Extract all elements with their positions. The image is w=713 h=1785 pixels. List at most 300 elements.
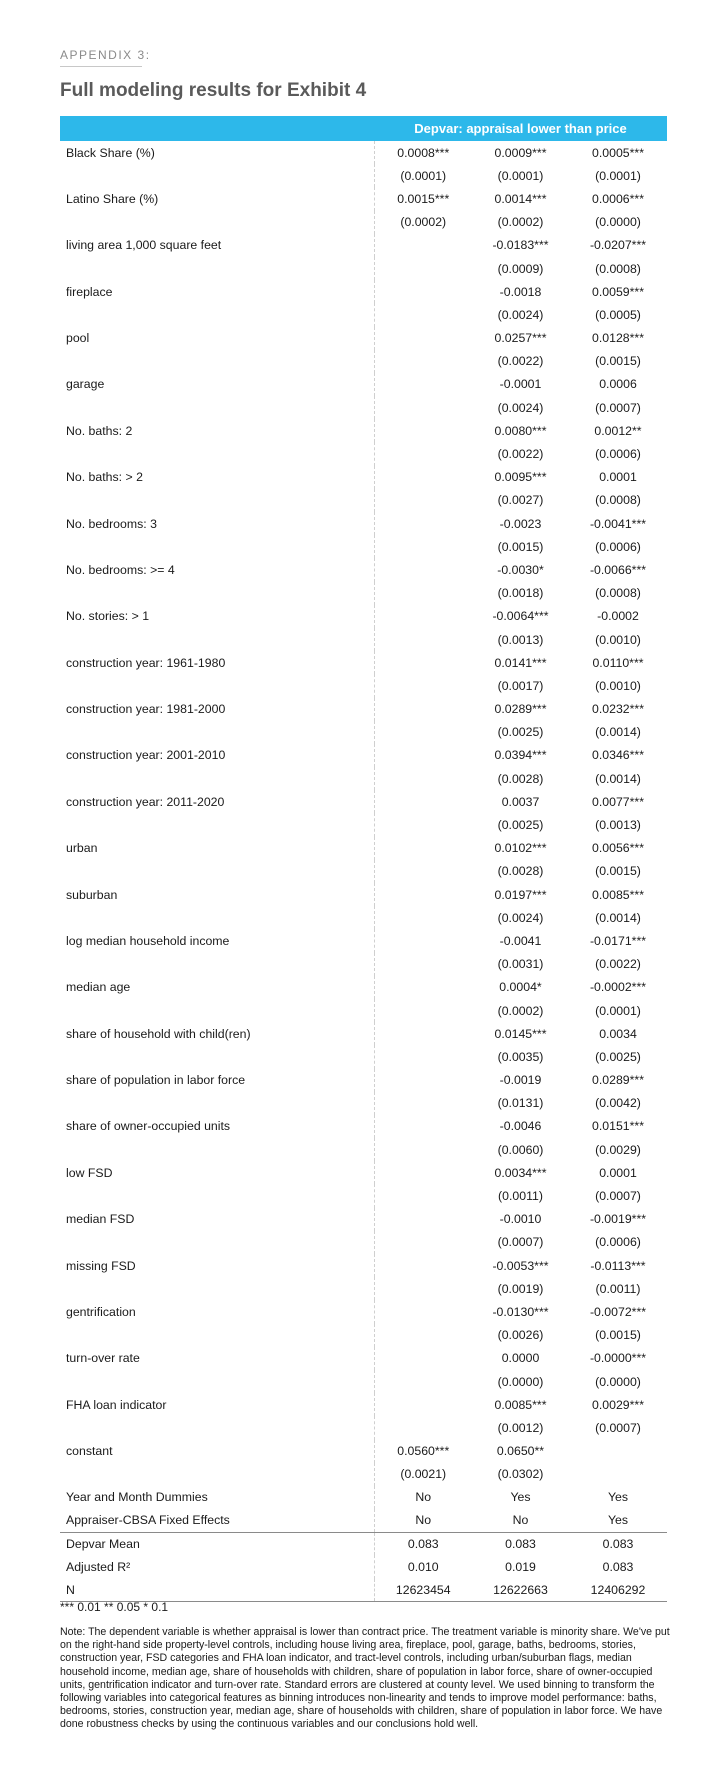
- model-3-cell: 0.0012**: [594, 423, 642, 438]
- row-label: construction year: 1961-1980: [66, 655, 226, 670]
- model-3-cell: (0.0007): [595, 400, 641, 415]
- model-2-cell: 0.0014***: [494, 191, 547, 206]
- model-1-cell: [374, 1416, 472, 1439]
- model-1-cell: [374, 1161, 472, 1184]
- model-2-cell: 0.0080***: [494, 423, 547, 438]
- row-label: Black Share (%): [66, 145, 155, 160]
- model-2-cell: 0.0102***: [494, 841, 547, 856]
- model-1-cell: 12623454: [374, 1579, 472, 1602]
- table-row: [60, 1231, 667, 1254]
- row-label: No. bedrooms: 3: [66, 516, 157, 531]
- row-label: [60, 813, 374, 836]
- model-3-cell: (0.0011): [595, 1281, 641, 1296]
- row-label: suburban: [66, 887, 118, 902]
- model-3-cell: (0.0007): [595, 1189, 641, 1204]
- model-3-cell: (0.0005): [595, 307, 641, 322]
- table-row: [60, 1486, 667, 1509]
- row-label: [60, 999, 374, 1022]
- row-label: [60, 1463, 374, 1486]
- model-3-cell: (0.0042): [595, 1096, 641, 1111]
- model-2-cell: 0.0085***: [494, 1397, 547, 1412]
- model-3-cell: (0.0000): [595, 1374, 641, 1389]
- model-2-cell: (0.0024): [497, 400, 544, 415]
- model-1-cell: [374, 1022, 472, 1045]
- table-row: [60, 1463, 667, 1486]
- model-1-cell: [374, 837, 472, 860]
- model-1-cell: 0.0015***: [374, 187, 472, 210]
- significance-note: *** 0.01 ** 0.05 * 0.1: [60, 1600, 169, 1614]
- model-2-cell: 0.0289***: [494, 702, 547, 717]
- row-label: [60, 1045, 374, 1068]
- model-1-cell: [374, 442, 472, 465]
- row-label: gentrification: [66, 1304, 136, 1319]
- model-3-cell: 0.0110***: [592, 655, 644, 670]
- row-label: [60, 442, 374, 465]
- table-row: [60, 141, 667, 164]
- model-1-cell: (0.0001): [374, 164, 472, 187]
- model-1-cell: [374, 535, 472, 558]
- table-row: [60, 767, 667, 790]
- appendix-label: APPENDIX 3:: [60, 48, 151, 62]
- table-row: [60, 1324, 667, 1347]
- row-label: FHA loan indicator: [66, 1397, 167, 1412]
- table-row: [60, 860, 667, 883]
- model-3-cell: 0.0056***: [592, 841, 644, 856]
- model-2-cell: (0.0019): [497, 1281, 544, 1296]
- model-1-cell: [374, 1324, 472, 1347]
- table-row: [60, 744, 667, 767]
- row-label: [60, 674, 374, 697]
- row-label: [60, 1138, 374, 1161]
- table-row: [60, 883, 667, 906]
- model-2-cell: (0.0007): [497, 1235, 544, 1250]
- table-row: [60, 651, 667, 674]
- row-label: Latino Share (%): [66, 191, 159, 206]
- model-1-cell: [374, 558, 472, 581]
- table-row: [60, 906, 667, 929]
- model-1-cell: [374, 396, 472, 419]
- model-3-cell: (0.0006): [595, 447, 641, 462]
- model-1-cell: [374, 582, 472, 605]
- model-3-cell: (0.0010): [595, 632, 641, 647]
- model-3-cell: Yes: [607, 1513, 629, 1528]
- model-3-cell: 0.0005***: [592, 145, 644, 160]
- results-table: [60, 141, 667, 1602]
- model-1-cell: [374, 1092, 472, 1115]
- model-2-cell: -0.0010: [499, 1212, 542, 1227]
- model-1-cell: [374, 1069, 472, 1092]
- results-table-body: [60, 141, 667, 1602]
- table-row: [60, 1069, 667, 1092]
- table-row: [60, 1532, 667, 1555]
- table-row: [60, 1300, 667, 1323]
- model-2-cell: (0.0031): [497, 957, 544, 972]
- row-label: [60, 628, 374, 651]
- table-row: [60, 211, 667, 234]
- model-3-cell: (0.0008): [595, 586, 641, 601]
- model-3-cell: -0.0113***: [590, 1258, 646, 1273]
- row-label: Year and Month Dummies: [66, 1490, 208, 1505]
- table-row: [60, 466, 667, 489]
- row-label: share of population in labor force: [66, 1073, 246, 1088]
- table-row: [60, 582, 667, 605]
- model-1-cell: [374, 1115, 472, 1138]
- model-3-cell: -0.0072***: [589, 1304, 647, 1319]
- model-1-cell: [374, 1184, 472, 1207]
- model-3-cell: -0.0019***: [589, 1212, 647, 1227]
- model-2-cell: (0.0302): [497, 1467, 544, 1482]
- row-label: median FSD: [66, 1212, 135, 1227]
- row-label: pool: [66, 331, 90, 346]
- row-label: construction year: 2001-2010: [66, 748, 226, 763]
- model-1-cell: [374, 628, 472, 651]
- model-3-cell: 0.0029***: [592, 1397, 644, 1412]
- table-row: [60, 1347, 667, 1370]
- model-3-cell: (0.0008): [595, 261, 641, 276]
- model-1-cell: [374, 651, 472, 674]
- model-2-cell: 0.0257***: [494, 331, 547, 346]
- model-2-cell: 0.0034***: [494, 1165, 547, 1180]
- row-label: No. stories: > 1: [66, 609, 150, 624]
- row-label: [60, 396, 374, 419]
- model-1-cell: [374, 1347, 472, 1370]
- row-label: [60, 582, 374, 605]
- model-3-cell: -0.0002***: [589, 980, 647, 995]
- model-1-cell: [374, 698, 472, 721]
- table-row: [60, 234, 667, 257]
- model-3-cell: (0.0006): [595, 539, 641, 554]
- model-1-cell: [374, 489, 472, 512]
- table-row: [60, 419, 667, 442]
- table-row: [60, 1161, 667, 1184]
- model-2-cell: (0.0017): [497, 678, 544, 693]
- row-label: [60, 767, 374, 790]
- table-row: [60, 790, 667, 813]
- model-3-cell: -0.0041***: [589, 516, 647, 531]
- table-row: [60, 1579, 667, 1602]
- model-3-cell: 0.0001: [599, 470, 637, 485]
- row-label: [60, 164, 374, 187]
- model-1-cell: [374, 790, 472, 813]
- model-2-cell: (0.0022): [497, 354, 544, 369]
- row-label: share of owner-occupied units: [66, 1119, 231, 1134]
- results-table-container: [60, 116, 667, 1602]
- model-1-cell: [374, 373, 472, 396]
- model-2-cell: (0.0028): [497, 771, 544, 786]
- row-label: [60, 1277, 374, 1300]
- table-row: [60, 999, 667, 1022]
- model-3-cell: (0.0001): [595, 168, 641, 183]
- row-label: [60, 906, 374, 929]
- model-1-cell: [374, 512, 472, 535]
- model-2-cell: (0.0035): [497, 1049, 544, 1064]
- model-3-cell: 0.0006***: [592, 191, 644, 206]
- row-label: [60, 860, 374, 883]
- row-label: [60, 257, 374, 280]
- model-1-cell: (0.0002): [374, 211, 472, 234]
- model-3-cell: 0.0232***: [592, 702, 644, 717]
- model-3-cell: (0.0015): [595, 1328, 641, 1343]
- model-1-cell: [374, 767, 472, 790]
- model-2-cell: -0.0023: [499, 516, 542, 531]
- row-label: [60, 211, 374, 234]
- model-1-cell: [374, 860, 472, 883]
- table-row: [60, 535, 667, 558]
- model-2-cell: 0.083: [472, 1532, 569, 1555]
- model-3-cell: (0.0010): [595, 678, 641, 693]
- table-row: [60, 373, 667, 396]
- model-2-cell: (0.0009): [497, 261, 544, 276]
- row-label: construction year: 2011-2020: [66, 794, 225, 809]
- row-label: low FSD: [66, 1165, 113, 1180]
- model-3-cell: 0.0077***: [592, 794, 644, 809]
- table-row: [60, 489, 667, 512]
- table-row: [60, 721, 667, 744]
- model-1-cell: [374, 303, 472, 326]
- row-label: [60, 350, 374, 373]
- table-row: [60, 350, 667, 373]
- model-3-cell: -0.0207***: [589, 238, 647, 253]
- table-row: [60, 1208, 667, 1231]
- model-1-cell: [374, 1254, 472, 1277]
- model-3-cell: 0.0034: [599, 1026, 637, 1041]
- model-2-cell: 0.0141***: [494, 655, 547, 670]
- row-label: No. baths: > 2: [66, 470, 143, 485]
- model-3-cell: 0.083: [569, 1532, 667, 1555]
- model-1-cell: [374, 906, 472, 929]
- table-row: [60, 558, 667, 581]
- model-2-cell: -0.0001: [499, 377, 542, 392]
- page-title: Full modeling results for Exhibit 4: [60, 80, 367, 101]
- model-3-cell: (0.0014): [595, 725, 641, 740]
- table-row: [60, 628, 667, 651]
- table-row: [60, 396, 667, 419]
- model-2-cell: 0.0095***: [494, 470, 547, 485]
- model-1-cell: [374, 466, 472, 489]
- model-2-cell: -0.0041: [499, 933, 542, 948]
- model-3-cell: 0.0001: [599, 1165, 637, 1180]
- table-row: [60, 303, 667, 326]
- table-row: [60, 1138, 667, 1161]
- model-2-cell: 12622663: [472, 1579, 569, 1602]
- model-2-cell: (0.0028): [497, 864, 544, 879]
- table-row: [60, 442, 667, 465]
- table-row: [60, 698, 667, 721]
- row-label: median age: [66, 980, 131, 995]
- row-label: Appraiser-CBSA Fixed Effects: [66, 1513, 230, 1528]
- model-3-cell: (0.0015): [595, 354, 641, 369]
- model-3-cell: (0.0014): [595, 771, 641, 786]
- model-2-cell: 0.0000: [501, 1351, 540, 1366]
- row-label: No. baths: 2: [66, 423, 133, 438]
- model-3-cell: 12406292: [569, 1579, 667, 1602]
- table-row: [60, 187, 667, 210]
- model-2-cell: (0.0026): [497, 1328, 544, 1343]
- row-label: No. bedrooms: >= 4: [66, 562, 175, 577]
- model-3-cell: (0.0025): [595, 1049, 641, 1064]
- model-3-cell: 0.0006: [599, 377, 637, 392]
- model-3-cell: 0.0128***: [592, 331, 644, 346]
- model-1-cell: 0.083: [374, 1532, 472, 1555]
- model-3-cell: (0.0029): [595, 1142, 641, 1157]
- row-label: [60, 303, 374, 326]
- table-row: [60, 1184, 667, 1207]
- model-1-cell: [374, 419, 472, 442]
- model-3-cell: 0.0346***: [592, 748, 644, 763]
- model-1-cell: No: [374, 1509, 472, 1532]
- table-row: [60, 257, 667, 280]
- model-3-cell: -0.0171***: [589, 933, 647, 948]
- model-2-cell: (0.0025): [497, 725, 544, 740]
- model-1-cell: [374, 1277, 472, 1300]
- table-row: [60, 605, 667, 628]
- row-label: N: [60, 1579, 374, 1602]
- row-label: constant: [66, 1444, 113, 1459]
- model-1-cell: [374, 350, 472, 373]
- model-1-cell: [374, 744, 472, 767]
- model-2-cell: -0.0030*: [497, 562, 544, 577]
- model-1-cell: [374, 883, 472, 906]
- row-label: [60, 1370, 374, 1393]
- row-label: [60, 1092, 374, 1115]
- model-1-cell: [374, 234, 472, 257]
- model-2-cell: -0.0019: [499, 1073, 542, 1088]
- model-2-cell: (0.0002): [497, 215, 544, 230]
- depvar-header: Depvar: appraisal lower than price: [414, 121, 627, 136]
- row-label: construction year: 1981-2000: [66, 702, 226, 717]
- model-3-cell: -0.0002: [597, 609, 639, 624]
- model-2-cell: (0.0060): [497, 1142, 544, 1157]
- row-label: [60, 1416, 374, 1439]
- table-row: [60, 164, 667, 187]
- model-3-cell: (0.0000): [595, 215, 641, 230]
- model-3-cell: Yes: [607, 1490, 629, 1505]
- model-2-cell: 0.0037: [501, 794, 540, 809]
- model-2-cell: (0.0011): [498, 1189, 543, 1204]
- model-2-cell: (0.0022): [497, 447, 544, 462]
- model-2-cell: (0.0018): [497, 586, 544, 601]
- model-3-cell: (0.0013): [595, 818, 641, 833]
- table-row: [60, 929, 667, 952]
- model-1-cell: [374, 280, 472, 303]
- row-label: [60, 1184, 374, 1207]
- model-1-cell: [374, 929, 472, 952]
- model-2-cell: 0.019: [505, 1560, 536, 1575]
- model-1-cell: [374, 257, 472, 280]
- model-2-cell: 0.0394***: [494, 748, 547, 763]
- model-1-cell: 0.0560***: [374, 1440, 472, 1463]
- footnote: Note: The dependent variable is whether appraisal is lower than contract price. The treatment variable is minority share. We've put on the right-hand side property-level controls, including house living area, fireplace, pool, garage, baths, bedrooms, stories, construction year, FSD categories and FHA loan indicator, and tract-level controls, including urban/suburban flags, median household income, median age, share of households with children, share of population in labor force, share of owner-occupied units, gentrification indicator and turn-over rate. Standard errors are clustered at county level. We used binning to transform the following variables into categorical features as binning introduces non-linearity and tends to improve model performance: baths, bedrooms, stories, construction year, median age, share of households with children, share of population in labor force. We have done robustness checks by using the continuous variables and our conclusions hold well.: [60, 1626, 670, 1731]
- model-1-cell: [374, 813, 472, 836]
- model-2-cell: Yes: [510, 1490, 531, 1505]
- row-label: [60, 535, 374, 558]
- model-1-cell: [374, 1300, 472, 1323]
- model-2-cell: (0.0131): [497, 1096, 544, 1111]
- model-2-cell: (0.0001): [497, 168, 544, 183]
- row-label: [60, 489, 374, 512]
- model-3-cell: [569, 1463, 667, 1486]
- model-2-cell: -0.0130***: [492, 1304, 549, 1319]
- model-1-cell: [374, 1370, 472, 1393]
- table-row: [60, 280, 667, 303]
- row-label: share of household with child(ren): [66, 1026, 251, 1041]
- table-row: [60, 1092, 667, 1115]
- model-1-cell: [374, 327, 472, 350]
- table-row: [60, 837, 667, 860]
- model-1-cell: [374, 1208, 472, 1231]
- row-label: Adjusted R²: [66, 1560, 131, 1575]
- table-row: [60, 327, 667, 350]
- model-2-cell: No: [512, 1513, 529, 1528]
- table-row: [60, 1440, 667, 1463]
- model-1-cell: [374, 1393, 472, 1416]
- row-label: [60, 1231, 374, 1254]
- model-1-cell: [374, 1231, 472, 1254]
- model-2-cell: -0.0018: [499, 284, 542, 299]
- model-2-cell: (0.0027): [497, 493, 544, 508]
- row-label: garage: [66, 377, 105, 392]
- model-2-cell: (0.0025): [497, 818, 544, 833]
- table-row: [60, 1416, 667, 1439]
- model-3-cell: (0.0008): [595, 493, 641, 508]
- model-1-cell: [374, 976, 472, 999]
- model-2-cell: 0.0650**: [496, 1444, 545, 1459]
- model-2-cell: (0.0002): [497, 1003, 544, 1018]
- model-3-cell: 0.083: [602, 1560, 634, 1575]
- row-label: fireplace: [66, 284, 113, 299]
- table-row: [60, 1509, 667, 1532]
- row-label: [60, 1324, 374, 1347]
- model-2-cell: -0.0046: [499, 1119, 542, 1134]
- model-2-cell: 0.0197***: [494, 887, 547, 902]
- model-2-cell: (0.0024): [497, 307, 544, 322]
- model-3-cell: 0.0289***: [592, 1073, 644, 1088]
- model-2-cell: (0.0000): [497, 1374, 544, 1389]
- model-1-cell: [374, 721, 472, 744]
- model-3-cell: (0.0014): [595, 910, 641, 925]
- table-row: [60, 512, 667, 535]
- model-3-cell: (0.0001): [595, 1003, 641, 1018]
- row-label: living area 1,000 square feet: [66, 238, 222, 253]
- model-3-cell: (0.0006): [595, 1235, 641, 1250]
- model-3-cell: 0.0059***: [592, 284, 644, 299]
- table-row: [60, 1370, 667, 1393]
- row-label: log median household income: [66, 933, 230, 948]
- row-label: Depvar Mean: [60, 1532, 374, 1555]
- table-row: [60, 976, 667, 999]
- table-row: [60, 1393, 667, 1416]
- table-row: [60, 953, 667, 976]
- model-2-cell: (0.0024): [497, 910, 544, 925]
- table-row: [60, 1555, 667, 1578]
- model-1-cell: [374, 674, 472, 697]
- model-1-cell: [374, 953, 472, 976]
- appendix-underline: [60, 66, 142, 67]
- row-label: missing FSD: [66, 1258, 136, 1273]
- model-1-cell: [374, 1138, 472, 1161]
- model-2-cell: 0.0145***: [494, 1026, 547, 1041]
- row-label: urban: [66, 841, 98, 856]
- row-label: [60, 721, 374, 744]
- model-2-cell: 0.0009***: [494, 145, 547, 160]
- model-3-cell: [569, 1440, 667, 1463]
- model-2-cell: -0.0064***: [492, 609, 549, 624]
- model-1-cell: [374, 999, 472, 1022]
- model-2-cell: -0.0183***: [492, 238, 549, 253]
- model-3-cell: 0.0151***: [592, 1119, 644, 1134]
- model-2-cell: -0.0053***: [492, 1258, 549, 1273]
- model-2-cell: 0.0004*: [499, 980, 542, 995]
